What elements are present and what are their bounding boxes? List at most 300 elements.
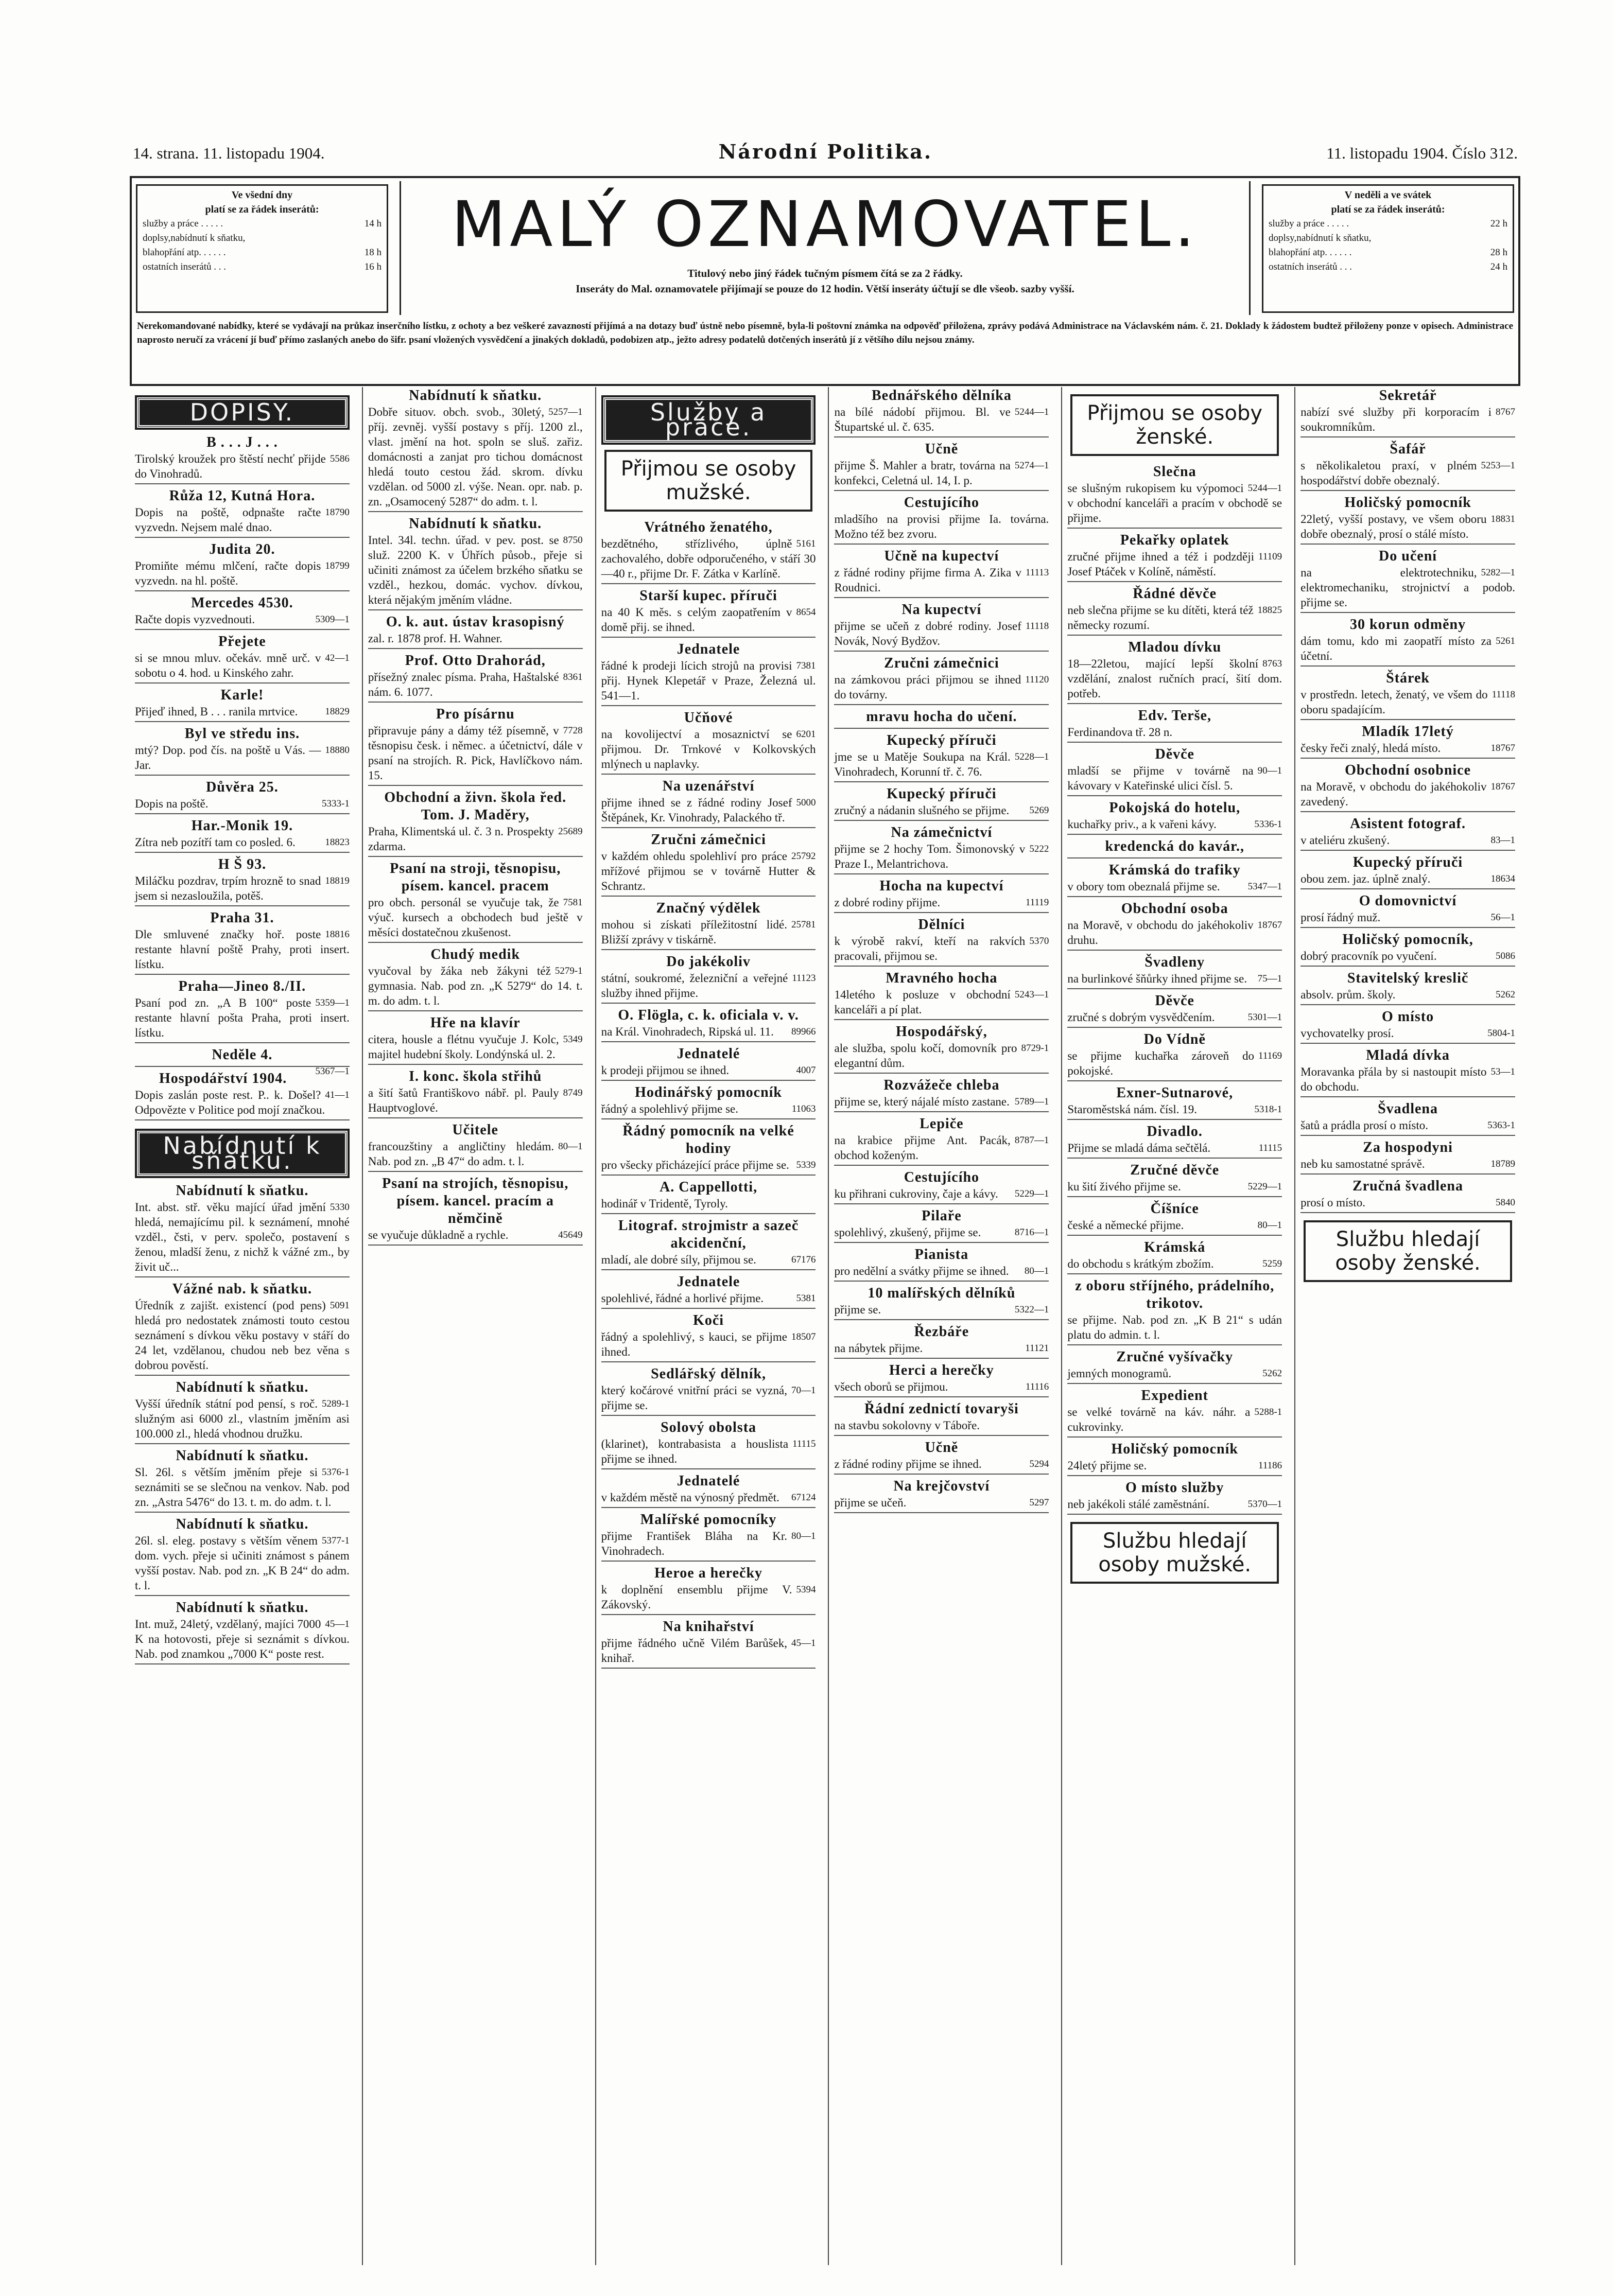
ad-heading: Do jakékoliv xyxy=(666,954,751,970)
classified-ad xyxy=(1067,1200,1282,1236)
classified-ad xyxy=(834,732,1049,782)
ad-number: 5376-1 xyxy=(322,1467,350,1478)
classified-ad xyxy=(1067,707,1282,743)
classified-ad xyxy=(368,1068,583,1118)
ad-heading: I. konc. škola střihů xyxy=(409,1068,542,1084)
ad-heading: Růža 12, Kutná Hora. xyxy=(169,488,316,504)
ad-number: 8763 xyxy=(1262,658,1282,669)
page-header xyxy=(133,140,1518,166)
ad-text: z řádné rodiny přijme se ihned. xyxy=(834,1458,982,1470)
classified-ad xyxy=(1300,670,1515,720)
classified-ad xyxy=(1067,862,1282,897)
ad-heading: Jednatelé xyxy=(677,1046,740,1062)
classified-ad xyxy=(834,1478,1049,1513)
classified-ad xyxy=(1300,1178,1515,1213)
ad-number: 5370—1 xyxy=(1247,1499,1282,1510)
classified-ad xyxy=(135,779,350,814)
ad-number: 18831 xyxy=(1490,514,1515,524)
ad-number: 18789 xyxy=(1490,1159,1515,1169)
classified-ad xyxy=(135,817,350,853)
ad-number: 5330 xyxy=(329,1202,350,1213)
ad-heading: Psaní na strojích, těsnopisu, písem. kancel. pracím a němčině xyxy=(382,1176,569,1226)
classified-ad xyxy=(601,1084,816,1119)
classified-ad xyxy=(1300,441,1515,491)
classified-ad xyxy=(601,778,816,828)
ad-heading: Praha—Jineo 8./II. xyxy=(178,978,306,994)
ad-number: 8749 xyxy=(563,1088,583,1098)
ad-heading: Karle! xyxy=(220,687,264,703)
ad-text: kuchařky priv., a k vařeni kávy. xyxy=(1067,818,1217,831)
classified-ad xyxy=(601,1179,816,1214)
ad-number: 18825 xyxy=(1257,605,1282,616)
classified-ad xyxy=(834,824,1049,874)
ad-number: 5161 xyxy=(796,538,816,549)
ad-heading: Divadlo. xyxy=(1147,1124,1203,1140)
ad-heading: Učně xyxy=(925,441,959,457)
ad-text: si se mnou mluv. očekáv. mně urč. v sobotu o 4. hod. u Kinského zahr. xyxy=(135,652,321,679)
ad-heading: Bednářského dělníka xyxy=(871,388,1012,404)
ad-heading: Vážné nab. k sňatku. xyxy=(172,1281,313,1297)
ad-text: řádné k prodeji lícich strojů na provisi přij. Hynek Klepetář v Praze, Železná ul. 541—1. xyxy=(601,659,816,702)
ad-heading: Mladá dívka xyxy=(1366,1047,1450,1063)
ad-text: ale služba, spolu kočí, domovník pro elegantní dům. xyxy=(834,1042,1017,1070)
ad-text: Vyšší úředník státní pod pensí, s roč. služným asi 6000 zl., vlastním jměním asi 100.000 zl., hledá vhodnou družku. xyxy=(135,1397,350,1440)
ad-text: na stavbu sokolovny v Táboře. xyxy=(834,1419,980,1432)
ad-number: 5229—1 xyxy=(1014,1188,1049,1199)
classified-ad xyxy=(135,487,350,538)
ad-text: dobrý pracovník po vyučení. xyxy=(1300,950,1437,962)
classified-ad xyxy=(135,1516,350,1596)
issue-number: 11. listopadu 1904. Číslo 312. xyxy=(1326,144,1518,162)
classified-ad xyxy=(601,709,816,775)
ad-number: 11169 xyxy=(1258,1050,1282,1061)
ad-number: 11121 xyxy=(1025,1343,1049,1354)
ad-heading: Číšníce xyxy=(1150,1201,1199,1217)
ad-text: na nábytek přijme. xyxy=(834,1342,923,1355)
ad-text: na krabice přijme Ant. Pacák, obchod koženým. xyxy=(834,1134,1011,1162)
ad-number: 18790 xyxy=(325,507,350,518)
ad-text: bezdětného, střízlivého, úplně zachovalého, dobře odporučeného, v stáří 30—40 r., přijme Dr. F. Zátka v Karlíně. xyxy=(601,537,816,580)
ad-number: 45649 xyxy=(558,1230,583,1240)
column-6 xyxy=(1294,387,1520,2265)
weekday-rates-subtitle: platí se za řádek inserátů: xyxy=(205,204,319,215)
ad-number: 75—1 xyxy=(1257,973,1282,984)
ad-number: 5244—1 xyxy=(1014,407,1049,417)
classified-ad xyxy=(834,878,1049,913)
holiday-rates-title: V neděli a ve svátek xyxy=(1344,189,1432,201)
column-4 xyxy=(828,387,1054,2265)
ad-text: přijme řádného učně Vilém Barůšek, knihař. xyxy=(601,1637,787,1664)
classified-ad xyxy=(834,1285,1049,1320)
ad-text: na Moravě, v obchodu do jakéhokoliv zavedený. xyxy=(1300,780,1487,808)
ad-heading: Zručné děvče xyxy=(1130,1162,1220,1178)
ad-number: 5789—1 xyxy=(1014,1096,1049,1107)
ad-heading: Kupecký příruči xyxy=(1352,854,1463,870)
ad-text: na 40 K měs. s celým zaopatřením v domě přij. se ihned. xyxy=(601,606,792,634)
classified-ad xyxy=(135,1046,350,1077)
ad-number: 5229—1 xyxy=(1247,1181,1282,1192)
classified-ad xyxy=(1067,1031,1282,1081)
ad-number: 53—1 xyxy=(1490,1066,1515,1077)
classified-ad xyxy=(368,387,583,512)
classified-ad xyxy=(601,1007,816,1042)
ad-number: 11116 xyxy=(1025,1381,1049,1392)
ad-heading: Expedient xyxy=(1141,1388,1208,1404)
ad-heading: Na uzenářství xyxy=(662,778,755,794)
classified-ad xyxy=(834,970,1049,1020)
classified-ad xyxy=(601,1365,816,1416)
classified-ad xyxy=(1300,970,1515,1005)
ad-heading: Pokojská do hotelu, xyxy=(1109,800,1241,816)
ad-heading: Byl ve středu ins. xyxy=(184,726,300,742)
ad-text: jme se u Matěje Soukupa na Král. Vinohradech, Korunní tř. č. 76. xyxy=(834,750,1011,778)
ad-heading: B . . . J . . . xyxy=(206,434,278,450)
ad-number: 80—1 xyxy=(791,1531,816,1541)
column-3 xyxy=(595,387,821,2265)
ad-text: na bílé nádobí přijmou. Bl. ve Štupartské ul. č. 635. xyxy=(834,406,1011,433)
ad-heading: Učně xyxy=(925,1440,959,1456)
ad-heading: Lepiče xyxy=(920,1116,964,1132)
ad-number: 5086 xyxy=(1495,951,1515,961)
classified-ad xyxy=(1300,1139,1515,1175)
ad-heading: Nabídnutí k sňatku. xyxy=(409,516,542,532)
classified-ad xyxy=(834,1169,1049,1204)
classified-ad xyxy=(834,494,1049,545)
ad-heading: Hospodářství 1904. xyxy=(159,1071,287,1086)
ad-text: státní, soukromé, železniční a veřejné služby ihned přijme. xyxy=(601,972,788,1000)
ad-number: 11119 xyxy=(1025,897,1049,908)
classified-ad xyxy=(1300,494,1515,545)
ad-heading: Nabídnutí k sňatku. xyxy=(176,1448,309,1464)
ad-heading: Slečna xyxy=(1153,464,1196,480)
ad-heading: Krámská xyxy=(1144,1239,1206,1255)
ad-number: 5347—1 xyxy=(1247,881,1282,892)
ad-number: 70—1 xyxy=(791,1385,816,1396)
ad-text: se velké továrně na káv. náhr. a cukrovinky. xyxy=(1067,1406,1251,1433)
ad-text: se přijme kuchařka zároveň do pokojské. xyxy=(1067,1049,1255,1077)
ad-number: 25792 xyxy=(791,851,816,862)
classified-ad xyxy=(1300,616,1515,667)
classified-ad xyxy=(601,900,816,950)
ad-number: 8750 xyxy=(563,535,583,546)
ad-heading: Do učení xyxy=(1379,548,1437,564)
ad-number: 18507 xyxy=(791,1331,816,1342)
ad-number: 8729-1 xyxy=(1021,1043,1049,1054)
ad-text: Intel. 34l. techn. úřad. v pev. post. se služ. 2200 K. v Úhřích působ., přeje si učiniti známost za účelem brzkého sňatku se vzděl., hezkou, domác. vychov. dívkou, která nějakým jměním vládne. xyxy=(368,534,583,606)
classified-ad xyxy=(1067,799,1282,835)
ad-number: 5336-1 xyxy=(1254,819,1282,830)
ad-heading: Mladík 17letý xyxy=(1362,724,1454,740)
ad-text: na zámkovou práci přijmou se ihned do továrny. xyxy=(834,673,1021,701)
ad-number: 89966 xyxy=(791,1026,816,1037)
classified-ad xyxy=(368,1175,583,1246)
ad-text: přijme se učeň z dobré rodiny. Josef Novák, Nový Bydžov. xyxy=(834,620,1021,647)
ad-number: 7728 xyxy=(563,725,583,736)
ad-heading: mravu hocha do učení. xyxy=(866,709,1017,725)
classified-ad xyxy=(135,725,350,776)
classified-ad xyxy=(1067,992,1282,1028)
ad-text: přijme se, který nájalé místo zastane. xyxy=(834,1095,1010,1108)
ad-text: Dle smluvené značky hoř. poste restante hlavní poště Prahy, proti insert. lístku. xyxy=(135,928,350,971)
ad-number: 18880 xyxy=(325,745,350,756)
classified-ad xyxy=(368,515,583,610)
ad-heading: Malířské pomocníky xyxy=(640,1512,777,1528)
ad-text: Račte dopis vyzvednouti. xyxy=(135,613,255,626)
ad-heading: O místo služby xyxy=(1125,1480,1224,1496)
ad-text: zručný a nádanin slušného se přijme. xyxy=(834,804,1010,817)
ad-heading: Pilaře xyxy=(922,1208,962,1224)
classified-ad xyxy=(135,1599,350,1664)
ad-heading: Pianista xyxy=(914,1247,969,1263)
classified-ad xyxy=(135,594,350,630)
classified-ad xyxy=(834,1362,1049,1397)
classified-ad xyxy=(601,831,816,897)
ad-text: z řádné rodiny přijme firma A. Zika v Roudnici. xyxy=(834,566,1021,594)
classified-ad xyxy=(1067,1162,1282,1197)
classified-ad xyxy=(1067,838,1282,858)
ad-number: 18634 xyxy=(1490,873,1515,884)
ad-number: 18819 xyxy=(325,875,350,886)
ad-number: 41—1 xyxy=(325,1090,350,1100)
ad-number: 80—1 xyxy=(1024,1266,1049,1276)
ad-text: dám tomu, kdo mi zaopatří místo za účetní. xyxy=(1300,635,1491,662)
ad-heading: Nabídnutí k sňatku. xyxy=(176,1379,309,1395)
ad-number: 7581 xyxy=(563,897,583,908)
ad-heading: Na krejčovství xyxy=(893,1478,990,1494)
ad-number: 5367—1 xyxy=(315,1066,350,1077)
ad-text: Int. abst. stř. věku mající úřad jmění hledá, nemajícímu pil. k seznámení, mnohé vzděl., čsti, v perv. společo, postavení s ženou, mladší ženu, z nichž k vážné zm., by živit uč... xyxy=(135,1201,350,1273)
ad-list xyxy=(368,387,583,1246)
ad-text: všech oborů se přijmou. xyxy=(834,1380,948,1393)
ad-number: 11186 xyxy=(1258,1460,1282,1471)
ad-text: absolv. prům. školy. xyxy=(1300,988,1396,1001)
ad-list xyxy=(834,387,1049,1513)
ad-number: 18767 xyxy=(1490,743,1515,753)
ad-text: vyučoval by žáka neb žákyni též gymnasia. Nab. pod zn. „K 5279“ do 14. t. m. do adm. t. l. xyxy=(368,965,583,1007)
ad-heading: Krámská do trafiky xyxy=(1108,862,1241,878)
classified-ad xyxy=(368,652,583,703)
classified-ad xyxy=(135,434,350,484)
ad-number: 5840 xyxy=(1495,1197,1515,1208)
ad-number: 56—1 xyxy=(1490,912,1515,923)
ad-heading: Obchodní a živn. škola řed. Tom. J. Maděry, xyxy=(384,790,567,823)
ad-text: mladší se přijme v továrně na kávovary v Kateřinské ulici čísl. 5. xyxy=(1067,764,1254,792)
ad-text: na elektrotechniku, elektromechaniku, strojnictví a podob. přijme se. xyxy=(1300,566,1515,609)
ad-number: 5394 xyxy=(796,1584,816,1595)
ad-text: zručné s dobrým vysvědčením. xyxy=(1067,1011,1215,1024)
classified-ad xyxy=(834,601,1049,652)
ad-text: Ferdinandova tř. 28 n. xyxy=(1067,726,1173,739)
ad-heading: Zručni zámečnici xyxy=(884,655,999,671)
ad-text: neb slečna přijme se ku dítěti, která též německy rozumí. xyxy=(1067,604,1254,632)
column-2 xyxy=(362,387,588,2265)
ad-text: Psaní pod zn. „A B 100“ poste restante hlavní pošta Praha, proti insert. lístku. xyxy=(135,996,350,1039)
ad-heading: O domovnictví xyxy=(1359,893,1457,909)
classified-ad xyxy=(135,541,350,591)
rate-row: služby a práce . . . . . 14 h xyxy=(143,218,381,229)
banner-subtitle: Titulový nebo jiný řádek tučným písmem čítá se za 2 řádky. xyxy=(687,267,963,279)
ad-number: 67124 xyxy=(791,1492,816,1503)
ad-heading: Zručni zámečnici xyxy=(651,832,766,848)
rate-row: ostatních inserátů . . . 16 h xyxy=(143,261,381,272)
ad-text: Staroměstská nám. čísl. 19. xyxy=(1067,1103,1197,1116)
ad-text: který kočárové vnitřní práci se vyzná, přijme se. xyxy=(601,1384,787,1412)
ad-text: Dobře situov. obch. svob., 30letý, příj. zevněj. vyšší postavy s příj. 1200 zl., vlast. jmění na hot. spoln se sluš. zařiz. domácnosti a zanjat pro tichou domácnost hledá touto cestou žád. skrom. dívku vzdělan. od 5000 zl. výše. Nean. opr. nab. p. zn. „Osamocený 5287“ do adm. t. l. xyxy=(368,406,583,508)
ad-number: 80—1 xyxy=(1257,1220,1282,1231)
section-hledaji-zenske: Službu hledají osoby ženské. xyxy=(1304,1220,1512,1282)
classified-ad xyxy=(1300,387,1515,437)
ad-heading: Asistent fotograf. xyxy=(1350,816,1466,832)
ad-text: 24letý přijme se. xyxy=(1067,1459,1147,1472)
banner-subtitle-2: Inseráty do Mal. oznamovatele přijímají se pouze do 12 hodin. Větší inseráty účtují se dle všeob. sazby vyšší. xyxy=(576,283,1074,295)
rate-row: blahopřání atp. . . . . . 18 h xyxy=(143,247,381,258)
ad-number: 11115 xyxy=(1258,1143,1282,1153)
ad-heading: Obchodní osoba xyxy=(1121,901,1228,917)
classified-ad xyxy=(1067,900,1282,951)
classified-ad xyxy=(1067,585,1282,636)
ad-text: na Moravě, v obchodu do jakéhokoliv druhu. xyxy=(1067,919,1254,947)
classified-ad xyxy=(834,1246,1049,1282)
ad-text: k prodeji přijmou se ihned. xyxy=(601,1064,730,1077)
ad-number: 5222 xyxy=(1029,844,1049,854)
classified-ad xyxy=(834,1439,1049,1475)
ad-heading: H Š 93. xyxy=(218,856,267,872)
ad-heading: Nabídnutí k sňatku. xyxy=(409,388,542,404)
classified-ad xyxy=(601,1312,816,1362)
ad-number: 5261 xyxy=(1495,636,1515,646)
ad-list xyxy=(601,519,816,1669)
ad-text: mtý? Dop. pod čís. na poště u Vás. — Jar. xyxy=(135,744,321,772)
ad-number: 11120 xyxy=(1025,674,1049,685)
ad-number: 5377-1 xyxy=(322,1535,350,1546)
ad-heading: Hodinářský pomocník xyxy=(635,1084,782,1100)
ad-heading: Mravného hocha xyxy=(886,970,998,986)
ad-heading: Psaní na stroji, těsnopisu, písem. kancel. pracem xyxy=(390,861,561,894)
ad-heading: Vrátného ženatého, xyxy=(644,519,773,535)
ad-number: 5289-1 xyxy=(322,1398,350,1409)
ad-text: Přijeď ihned, B . . . ranila mrtvice. xyxy=(135,705,298,718)
classified-ad xyxy=(834,1323,1049,1359)
classified-ad xyxy=(601,641,816,706)
ad-number: 5091 xyxy=(329,1300,350,1311)
ad-number: 5274—1 xyxy=(1014,460,1049,471)
ad-text: (klarinet), kontrabasista a houslista přijme se ihned. xyxy=(601,1438,789,1465)
ad-heading: Hocha na kupectví xyxy=(879,878,1004,894)
classified-ad xyxy=(368,1121,583,1172)
ad-number: 5339 xyxy=(796,1160,816,1170)
ad-heading: Zručné vyšívačky xyxy=(1116,1349,1234,1365)
ad-number: 5333-1 xyxy=(322,798,350,809)
ad-heading: Učitele xyxy=(452,1122,498,1138)
classified-ad xyxy=(1300,892,1515,928)
ad-number: 42—1 xyxy=(325,653,350,663)
ad-text: v každém ohledu spolehliví pro práce mřížové přijmou se v továrně Hutter & Schrantz. xyxy=(601,850,816,892)
rate-row: doplsy,nabídnutí k sňatku, xyxy=(143,233,246,243)
ad-heading: Řádné děvče xyxy=(1133,586,1217,602)
ad-heading: Učňové xyxy=(684,710,733,726)
section-hledaji-muzske: Službu hledají osoby mužské. xyxy=(1070,1522,1279,1584)
classified-ad xyxy=(368,860,583,943)
classified-ad xyxy=(601,587,816,638)
ad-number: 18823 xyxy=(325,837,350,848)
classified-ad xyxy=(834,655,1049,705)
ad-number: 8361 xyxy=(563,672,583,682)
rate-row: doplsy,nabídnutí k sňatku, xyxy=(1269,233,1372,243)
ad-text: 26l. sl. eleg. postavy s větším věnem dom. vych. přeje si učiniti známost s pánem vyšší postav. Nab. pod zn. „K B 24“ do adm. t. l. xyxy=(135,1534,350,1592)
classified-ad xyxy=(601,1565,816,1615)
ad-heading: Na knihařství xyxy=(663,1619,754,1635)
classified-ad xyxy=(135,633,350,683)
classified-ad xyxy=(1067,954,1282,989)
ad-text: připravuje pány a dámy též písemně, v těsnopisu česk. i němec. a účetnictví, dále v psaní na strojích. R. Pick, Havlíčkovo nám. 15. xyxy=(368,724,583,782)
classified-ad xyxy=(1300,548,1515,613)
ad-heading: Prof. Otto Drahorád, xyxy=(405,653,546,669)
classified-ad xyxy=(834,548,1049,598)
ad-heading: Judita 20. xyxy=(209,541,275,557)
classified-ad xyxy=(135,1447,350,1513)
weekday-rates xyxy=(136,184,388,313)
ad-heading: Neděle 4. xyxy=(212,1047,273,1063)
ad-text: k výrobě rakví, kteří na rakvích pracovali, přijmou se. xyxy=(834,935,1026,962)
ad-text: ku přihrani cukroviny, čaje a kávy. xyxy=(834,1187,998,1200)
ad-heading: Jednatelé xyxy=(677,1473,740,1489)
classified-ad xyxy=(834,1207,1049,1243)
ad-heading: z oboru stříjného, prádelního, trikotov. xyxy=(1075,1278,1275,1311)
ad-heading: Švadlena xyxy=(1378,1101,1438,1117)
weekday-rates-title: Ve všední dny xyxy=(231,189,293,201)
classified-ad xyxy=(135,687,350,722)
ad-heading: Cestujícího xyxy=(904,495,980,511)
ad-heading: Heroe a herečky xyxy=(654,1565,763,1581)
ad-number: 5318-1 xyxy=(1254,1104,1282,1115)
ad-text: se slušným rukopisem ku výpomoci v obchodní kanceláři a pracím v obchodě se přijme. xyxy=(1067,482,1282,524)
ad-heading: Řádný pomocník na velké hodiny xyxy=(622,1123,794,1156)
ad-number: 18829 xyxy=(325,706,350,717)
ad-text: pro nedělní a svátky přijme se ihned. xyxy=(834,1265,1009,1277)
ad-heading: Chudý medik xyxy=(430,947,521,962)
ad-heading: Na kupectví xyxy=(901,602,982,618)
ad-text: Promiňte mému mlčení, račte dopis vyzvedn. na hl. poště. xyxy=(135,559,321,587)
ad-text: s několikaletou praxí, v plném hospodářství dobře obeznalý. xyxy=(1300,459,1477,487)
classified-ad xyxy=(601,1045,816,1081)
ad-number: 5297 xyxy=(1029,1497,1049,1508)
ad-heading: Starší kupec. příruči xyxy=(639,588,777,604)
ad-heading: Kupecký příruči xyxy=(887,732,997,748)
classified-ad xyxy=(1067,532,1282,582)
ad-number: 11118 xyxy=(1025,621,1049,632)
ad-list xyxy=(1300,387,1515,1213)
ad-text: pro všecky přicházející práce přijme se. xyxy=(601,1159,789,1171)
ad-text: zal. r. 1878 prof. H. Wahner. xyxy=(368,632,502,645)
ad-heading: Jednatele xyxy=(677,1274,740,1290)
ad-number: 5309—1 xyxy=(315,614,350,625)
ad-heading: Herci a herečky xyxy=(889,1362,994,1378)
ad-heading: Šafář xyxy=(1390,441,1426,457)
ad-text: mladšího na provisi přijme Ia. továrna. Možno též bez zvoru. xyxy=(834,513,1049,540)
ad-number: 90—1 xyxy=(1257,765,1282,776)
ad-text: do obchodu s krátkým zbožím. xyxy=(1067,1257,1214,1270)
classified-ad xyxy=(1067,1479,1282,1515)
classified-ad xyxy=(834,1400,1049,1436)
rate-row: ostatních inserátů . . . 24 h xyxy=(1269,261,1507,272)
holiday-rates xyxy=(1262,184,1514,313)
ad-heading: 10 malířských dělníků xyxy=(868,1285,1016,1301)
ad-number: 5370 xyxy=(1029,936,1049,947)
section-prijmou-muzske: Přijmou se osoby mužské. xyxy=(604,450,813,512)
classified-ad xyxy=(601,1123,816,1176)
ad-text: v každém městě na výnosný předmět. xyxy=(601,1491,779,1504)
ad-text: české a německé přijme. xyxy=(1067,1219,1184,1232)
